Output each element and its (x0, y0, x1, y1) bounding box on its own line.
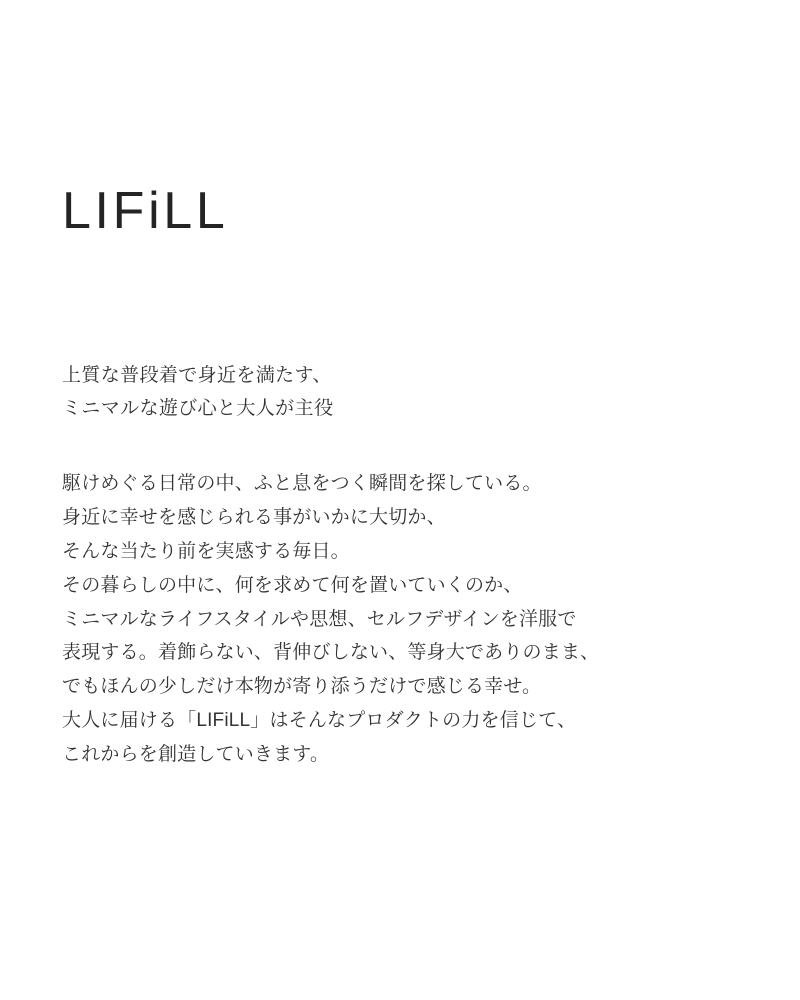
brand-logo-part1: LIF (62, 182, 149, 240)
copy-container (62, 360, 752, 772)
body-copy-block (62, 467, 752, 771)
body-copy-line: これからを創造していきます。 (62, 743, 330, 765)
body-copy-line: 大人に届ける「LIFiLL」はそんなプロダクトの力を信じて、 (62, 710, 577, 732)
body-copy-line: 駆けめぐる日常の中、ふと息をつく瞬間を探している。 (62, 473, 542, 495)
body-copy-line: ミニマルなライフスタイルや思想、セルフデザインを洋服で (62, 608, 577, 630)
brand-logo-part3: LL (163, 182, 229, 240)
body-copy-line: 身近に幸せを感じられる事がいかに大切か、 (62, 507, 446, 529)
body-copy-line: でもほんの少しだけ本物が寄り添うだけで感じる幸せ。 (62, 676, 542, 698)
body-copy-line: その暮らしの中に、何を求めて何を置いていくのか、 (62, 574, 523, 596)
tagline-block (62, 360, 752, 425)
brand-logo-part2: i (148, 182, 164, 240)
body-copy-line: そんな当たり前を実感する毎日。 (62, 540, 350, 562)
brand-logo (62, 182, 229, 240)
tagline-line: ミニマルな遊び心と大人が主役 (62, 397, 334, 419)
tagline-line: 上質な普段着で身近を満たす、 (62, 365, 332, 386)
body-copy-line: 表現する。着飾らない、背伸びしない、等身大でありのまま、 (62, 642, 600, 664)
